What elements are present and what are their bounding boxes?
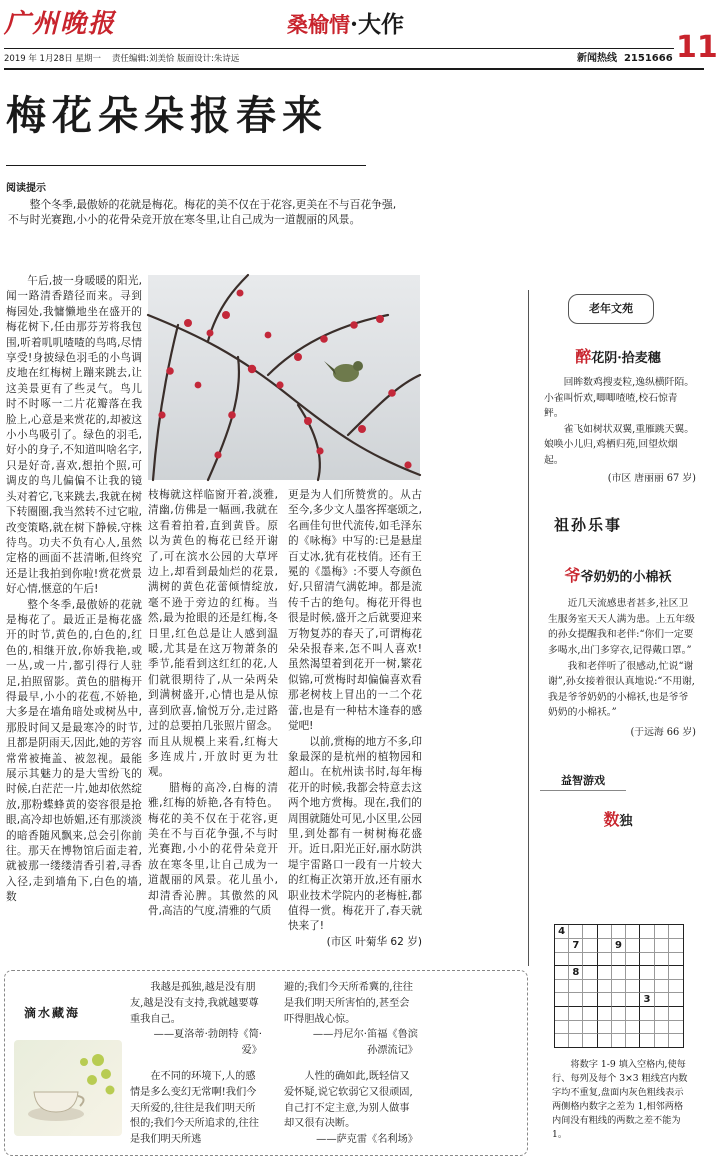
sudoku-cell[interactable] bbox=[612, 1021, 626, 1034]
editor-credits: 责任编辑:刘美恰 版面设计:朱诗远 bbox=[112, 54, 240, 64]
quote-source: ——丹尼尔·笛福《鲁滨孙漂流记》 bbox=[312, 1029, 418, 1057]
sudoku-cell[interactable] bbox=[669, 966, 683, 980]
sudoku-cell[interactable] bbox=[626, 993, 640, 1007]
hotline-label: 新闻热线 bbox=[577, 53, 617, 64]
sudoku-rules: 将数字 1-9 填入空格内,使每行、每列及每个 3×3 粗线宫内数字均不重复,盘面内灰色粗线表示两侧格内数字之差为 1,相邻两格内间没有粗线的两数之差不能为 1。 bbox=[552, 1059, 688, 1140]
sudoku-cell[interactable] bbox=[583, 1021, 597, 1034]
sudoku-cell[interactable] bbox=[626, 1007, 640, 1020]
story-paragraph: 我和老伴听了很感动,忙说“谢谢”,孙女接着很认真地说:“不用谢,我是爷爷奶奶的小棉袄,也是爷爷奶奶的小棉袄。” bbox=[548, 660, 695, 719]
bird-icon bbox=[324, 361, 363, 382]
paragraph: 腊梅的高冷,白梅的清雅,红梅的娇艳,各有特色。梅花的美不仅在于花容,更美在不与百花争强,不与时光赛跑,小小的花骨朵竞开放在寒冬里,让自己成为一道靓丽的风景。花儿虽小,却清香沁脾。其傲然的风骨,高洁的气度,清雅的气质 bbox=[148, 781, 278, 917]
sudoku-cell[interactable] bbox=[583, 1034, 597, 1047]
sudoku-cell[interactable] bbox=[626, 925, 640, 939]
sudoku-cell[interactable] bbox=[626, 980, 640, 993]
poem-body bbox=[544, 375, 696, 486]
section-label-literary: 老年文苑 bbox=[568, 294, 654, 324]
sudoku-cell[interactable] bbox=[555, 1021, 569, 1034]
paragraph: 整个冬季,最傲娇的花就是梅花了。最近正是梅花盛开的时节,黄色的,白色的,红色的,相继开放,你娇我艳,或一丛,或一片,都引得行人驻足,拍照留影。黄色的腊梅开得最早,小小的花苞,不娇艳,大多是在墙角暗处或树丛中,那股时间又是最寒冷的时节,且都是阴雨天,因此,她的芳容常常被掩盖、被忽视。最能展示其魅力的是大雪纷飞的时候,白茫茫一片,她却依然绽放,那粉蝶蜂黄的姿容很是抢眼,高冷却也娇媚,还有那淡淡的暗香随风飘来,总会引你前往。那天在博物馆后面走着,就被那一缕缕清香引着,寻香入径,走到墙角下,白色的墙,数 bbox=[6, 598, 142, 904]
sudoku-cell[interactable] bbox=[583, 980, 597, 993]
sudoku-cell[interactable] bbox=[555, 966, 569, 980]
sudoku-cell[interactable] bbox=[612, 925, 626, 939]
quote: 我越是孤独,越是没有朋友,越是没有支持,我就越要尊重我自己。 bbox=[130, 982, 259, 1025]
sudoku-cell[interactable] bbox=[583, 1007, 597, 1020]
sudoku-cell[interactable]: 7 bbox=[569, 939, 583, 953]
meta-row bbox=[4, 52, 674, 66]
section-label-family: 祖孙乐事 bbox=[554, 516, 623, 535]
sudoku-cell[interactable] bbox=[612, 1007, 626, 1020]
quotes-col-2 bbox=[284, 980, 418, 1148]
intro-text: 整个冬季,最傲娇的花就是梅花。梅花的美不仅在于花容,更美在不与百花争强,不与时光赛跑,小小的花骨朵竞开放在寒冬里,让自己成为一道靓丽的风景。 bbox=[8, 198, 397, 227]
title-rule bbox=[6, 165, 366, 166]
sudoku-cell[interactable] bbox=[655, 966, 669, 980]
sudoku-cell[interactable] bbox=[655, 1034, 669, 1047]
intro-label: 阅读提示 bbox=[6, 183, 46, 194]
article-column-2 bbox=[148, 488, 278, 919]
quote: 在不同的环境下,人的感情是多么变幻无常啊!我们今天所爱的,往往是我们明天所恨的;我们今天所追求的,往往是我们明天所逃 bbox=[130, 1070, 259, 1146]
article-column-1 bbox=[6, 274, 142, 906]
poem-byline: (市区 唐丽丽 67 岁) bbox=[607, 472, 696, 484]
sudoku-cell[interactable] bbox=[583, 966, 597, 980]
quotes-label: 滴水藏海 bbox=[24, 1006, 81, 1020]
sudoku-cell[interactable] bbox=[583, 939, 597, 953]
quote-source: ——夏洛蒂·勃朗特《简·爱》 bbox=[153, 1029, 262, 1057]
sudoku-cell[interactable] bbox=[555, 980, 569, 993]
sudoku-cell[interactable] bbox=[626, 966, 640, 980]
article-title: 梅花朵朵报春来 bbox=[6, 92, 328, 139]
sudoku-cell[interactable] bbox=[640, 925, 654, 939]
sudoku-cell[interactable] bbox=[640, 939, 654, 953]
teacup-illustration bbox=[14, 1040, 122, 1136]
quote: 避的;我们今天所希冀的,往往是我们明天所害怕的,甚至会吓得胆战心惊。 bbox=[284, 982, 413, 1025]
sudoku-cell[interactable] bbox=[569, 1007, 583, 1020]
sudoku-cell[interactable] bbox=[569, 953, 583, 966]
sudoku-cell[interactable] bbox=[612, 966, 626, 980]
poem-title-text: 花阴·拾麦穗 bbox=[591, 351, 661, 366]
sidebar bbox=[528, 290, 708, 830]
sudoku-cell[interactable] bbox=[626, 1034, 640, 1047]
sudoku-cell[interactable] bbox=[640, 980, 654, 993]
sudoku-cell[interactable] bbox=[583, 993, 597, 1007]
sudoku-cell[interactable] bbox=[598, 980, 612, 993]
story-byline: (于远海 66 岁) bbox=[630, 726, 696, 738]
story-title-mark: 爷 bbox=[564, 566, 581, 586]
sudoku-cell[interactable] bbox=[598, 953, 612, 966]
paragraph: 午后,披一身暖暖的阳光,闻一路清香踏径而来。寻到梅园处,我慵懒地坐在盛开的梅花树下,任由那芬芳将我包围,听着叽叽喳喳的鸟鸣,尽情享受!身披绿色羽毛的小鸟调皮地在红梅树上蹦来跳去,让这美景更有了些灵气。鸟儿时不时啄一二片花瓣落在我脸上,心意是来赏花的,却被这小小鸟吸引了。绿色的羽毛,好小的身子,不知道叫啥名字,只是好奇,喜欢,想拍个照,可调皮的鸟儿偏偏不让我的镜头对着它,飞来跳去,我就在树下转圈圈,我当然转不过它啦,改变策略,就在树下静候,守株待鸟。功夫不负有心人,虽然定格的画面不甚清晰,但终究还是让我拍到你啦!赏花赏景好心情,惬意的午后! bbox=[6, 275, 142, 596]
sudoku-cell[interactable] bbox=[626, 953, 640, 966]
sudoku-cell[interactable]: 9 bbox=[612, 939, 626, 953]
sudoku-cell[interactable] bbox=[598, 993, 612, 1007]
sudoku-cell[interactable] bbox=[655, 1007, 669, 1020]
sudoku-cell[interactable] bbox=[655, 939, 669, 953]
sudoku-cell[interactable] bbox=[612, 980, 626, 993]
story-body bbox=[548, 596, 696, 740]
sudoku-cell[interactable] bbox=[612, 1034, 626, 1047]
paragraph: 枝梅就这样临窗开着,淡雅,清幽,仿佛是一幅画,我就在这看着拍着,直到黄昏。原以为黄色的梅花已经开谢了,可在滨水公园的大草坪边上,却看到最灿烂的花景,满树的黄色花蕾倾情绽放,毫不逊于旁边的红梅。当然,最为抢眼的还是红梅,冬日里,红色总是让人感到温暖,尤其是在这万物萧条的季节,能看到这红红的花,人们就很期待了,从一朵两朵到满树盛开,心情也是从惊喜到欣喜,愉悦万分,走过路过的总要拍几张照片留念。而且从规模上来看,红梅大多连成片,开放时更为壮观。 bbox=[148, 489, 278, 779]
sudoku-cell[interactable] bbox=[655, 993, 669, 1007]
puzzle-title-text: 独 bbox=[619, 813, 633, 829]
sudoku-cell[interactable] bbox=[569, 925, 583, 939]
sudoku-cell[interactable] bbox=[555, 1034, 569, 1047]
sudoku-cell[interactable] bbox=[612, 993, 626, 1007]
hotline bbox=[577, 52, 673, 66]
sudoku-cell[interactable] bbox=[640, 1021, 654, 1034]
sudoku-cell[interactable]: 4 bbox=[555, 925, 569, 939]
issue-date: 2019 年 1月28日 星期一 bbox=[4, 54, 101, 64]
sudoku-cell[interactable] bbox=[555, 939, 569, 953]
hotline-number: 2151666 bbox=[623, 53, 673, 64]
sudoku-cell[interactable] bbox=[655, 1021, 669, 1034]
story-title-text: 爷奶奶的小棉袄 bbox=[580, 570, 672, 586]
sudoku-cell[interactable] bbox=[598, 1034, 612, 1047]
sudoku-cell[interactable] bbox=[612, 953, 626, 966]
poem-title bbox=[528, 344, 708, 367]
quote-source: ——萨克雷《名利场》 bbox=[316, 1134, 418, 1146]
sudoku-cell[interactable] bbox=[655, 953, 669, 966]
sudoku-cell[interactable] bbox=[640, 966, 654, 980]
sudoku-cell[interactable] bbox=[640, 953, 654, 966]
sudoku-cell[interactable] bbox=[669, 980, 683, 993]
sudoku-cell[interactable] bbox=[583, 953, 597, 966]
sudoku-cell[interactable] bbox=[555, 1007, 569, 1020]
poem-stanza: 回眸数鸡搜麦粒,逸纵横阡陌。小雀叫忻欢,唧唧喳喳,校石惊青鲆。 bbox=[544, 377, 695, 420]
sudoku-cell[interactable] bbox=[669, 953, 683, 966]
paragraph: 以前,赏梅的地方不多,印象最深的是杭州的植物园和超山。在杭州读书时,每年梅花开的时候,我都会特意去这两个地方赏梅。现在,我们的周围就随处可见,小区里,公园里,到处都有一树树梅花盛开。近日,阳光正好,丽水防洪堤宇雷路口一段有一片较大的红梅正次第开放,还有丽水职业技术学院内的老梅桩,都值得一赏。梅花开了,春天就快来了! bbox=[288, 735, 422, 933]
poem-title-mark: 醉 bbox=[575, 347, 592, 366]
sudoku-cell[interactable] bbox=[640, 1007, 654, 1020]
newspaper-logo: 广州晚报 bbox=[4, 9, 117, 39]
sudoku-cell[interactable] bbox=[598, 966, 612, 980]
sudoku-cell[interactable] bbox=[655, 925, 669, 939]
sudoku-cell[interactable] bbox=[569, 1021, 583, 1034]
section-label-puzzle: 益智游戏 bbox=[540, 771, 626, 791]
paragraph: 更是为人们所赞赏的。从古至今,多少文人墨客挥毫颂之,名画佳句世代流传,如毛泽东的《咏梅》中写的:已是悬崖百丈冰,犹有花枝俏。还有王冕的《墨梅》:不要人夸颜色好,只留清气满乾坤。都是流传千古的绝句。梅花开得也很是时候,盛开之后就要迎来万物复苏的春天了,可谓梅花朵朵报春来,怎不叫人喜欢!虽然渴望着到花开一树,繁花似锦,可赏梅时却偏偏喜欢看那老树枝上冒出的一二个花蕾,也是有一种枯木逢春的感觉吧! bbox=[288, 489, 422, 733]
sudoku-cell[interactable] bbox=[598, 1007, 612, 1020]
section-banner bbox=[287, 8, 457, 42]
banner-part2: ·大作 bbox=[350, 11, 405, 38]
sudoku-cell[interactable] bbox=[598, 939, 612, 953]
puzzle-title bbox=[528, 807, 708, 830]
story-paragraph: 近几天流感患者甚多,社区卫生服务室天天人满为患。上五年级的孙女提醒我和老伴:“你们一定要多喝水,出门多穿衣,记得戴口罩。” bbox=[548, 598, 695, 656]
sudoku-cell[interactable] bbox=[583, 925, 597, 939]
story-title bbox=[528, 563, 708, 586]
sudoku-cell[interactable] bbox=[598, 1021, 612, 1034]
sudoku-cell[interactable] bbox=[669, 1034, 683, 1047]
sudoku-cell[interactable]: 3 bbox=[640, 993, 654, 1007]
sudoku-cell[interactable] bbox=[569, 980, 583, 993]
sudoku-grid bbox=[554, 924, 684, 1048]
masthead-rule bbox=[4, 68, 704, 70]
sudoku-cell[interactable] bbox=[569, 993, 583, 1007]
sudoku-cell[interactable] bbox=[640, 1034, 654, 1047]
sudoku-cell[interactable] bbox=[598, 925, 612, 939]
sudoku-cell[interactable] bbox=[669, 1007, 683, 1020]
sudoku-cell[interactable] bbox=[626, 939, 640, 953]
sudoku-cell[interactable]: 8 bbox=[569, 966, 583, 980]
article-column-3 bbox=[288, 488, 422, 950]
sudoku-instructions bbox=[552, 1058, 692, 1142]
poem-stanza: 雀飞如树状双翼,重雁跳天翼。娘唤小儿归,鸡栖归苑,回望炊烟起。 bbox=[544, 423, 695, 466]
top-rule bbox=[4, 48, 674, 49]
puzzle-title-mark: 数 bbox=[603, 809, 620, 829]
sudoku-cell[interactable] bbox=[669, 925, 683, 939]
sudoku-cell[interactable] bbox=[669, 1021, 683, 1034]
quote: 人性的确如此,既轻信又爱怀疑,说它软弱它又很顽固,自己打不定主意,为别人做事却又很有决断。 bbox=[284, 1070, 413, 1130]
plum-blossom-photo bbox=[148, 275, 420, 480]
sudoku-cell[interactable] bbox=[669, 939, 683, 953]
page-number: 11 bbox=[676, 30, 718, 65]
sudoku-cell[interactable] bbox=[669, 993, 683, 1007]
sudoku-cell[interactable] bbox=[555, 953, 569, 966]
quotes-col-1 bbox=[130, 980, 262, 1148]
sudoku-cell[interactable] bbox=[655, 980, 669, 993]
sudoku-cell[interactable] bbox=[626, 1021, 640, 1034]
author-byline: (市区 叶菊华 62 岁) bbox=[326, 935, 422, 948]
sudoku-cell[interactable] bbox=[569, 1034, 583, 1047]
sudoku-cell[interactable] bbox=[555, 993, 569, 1007]
banner-part1: 桑榆情 bbox=[287, 12, 350, 37]
